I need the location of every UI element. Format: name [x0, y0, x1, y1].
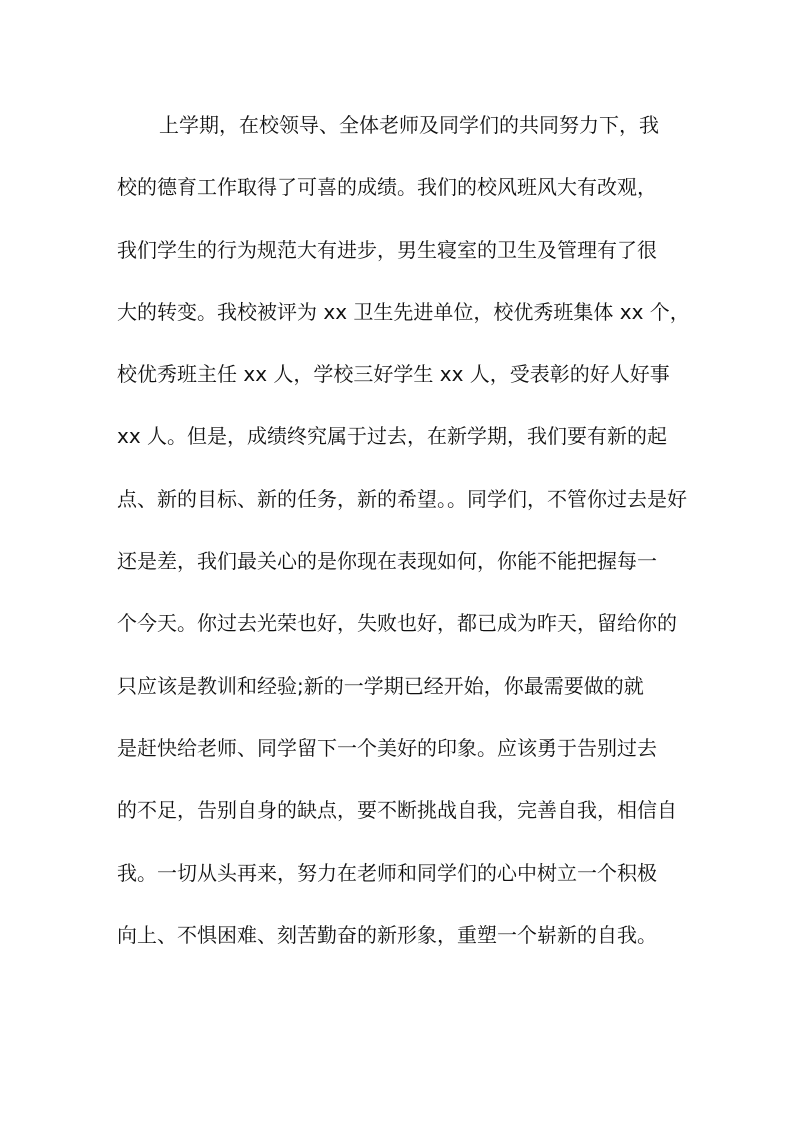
- paragraph-line-5: 校优秀班主任 xx 人，学校三好学生 xx 人，受表彰的好人好事: [117, 362, 670, 387]
- paragraph-line-13: 我。一切从头再来，努力在老师和同学们的心中树立一个积极: [117, 860, 657, 885]
- paragraph-line-9: 个今天。你过去光荣也好，失败也好，都已成为昨天，留给你的: [117, 611, 677, 636]
- paragraph-line-7: 点、新的目标、新的任务，新的希望。。同学们，不管你过去是好: [117, 486, 687, 511]
- paragraph-line-8: 还是差，我们最关心的是你现在表现如何，你能不能把握每一: [117, 549, 657, 574]
- paragraph-line-14: 向上、不惧困难、刻苦勤奋的新形象，重塑一个崭新的自我。: [117, 922, 657, 947]
- paragraph-line-6: xx 人。但是，成绩终究属于过去，在新学期，我们要有新的起: [117, 424, 668, 449]
- body-paragraph: [117, 105, 690, 977]
- paragraph-line-10: 只应该是教训和经验;新的一学期已经开始，你最需要做的就: [117, 673, 644, 698]
- paragraph-line-1: 上学期，在校领导、全体老师及同学们的共同努力下，我: [159, 113, 659, 137]
- paragraph-line-4: 大的转变。我校被评为 xx 卫生先进单位，校优秀班集体 xx 个，: [117, 299, 690, 324]
- paragraph-line-12: 的不足，告别自身的缺点，要不断挑战自我，完善自我，相信自: [117, 798, 677, 823]
- paragraph-line-2: 校的德育工作取得了可喜的成绩。我们的校风班风大有改观，: [117, 175, 657, 200]
- paragraph-line-11: 是赶快给老师、同学留下一个美好的印象。应该勇于告别过去: [117, 735, 657, 760]
- paragraph-line-3: 我们学生的行为规范大有进步，男生寝室的卫生及管理有了很: [117, 237, 657, 262]
